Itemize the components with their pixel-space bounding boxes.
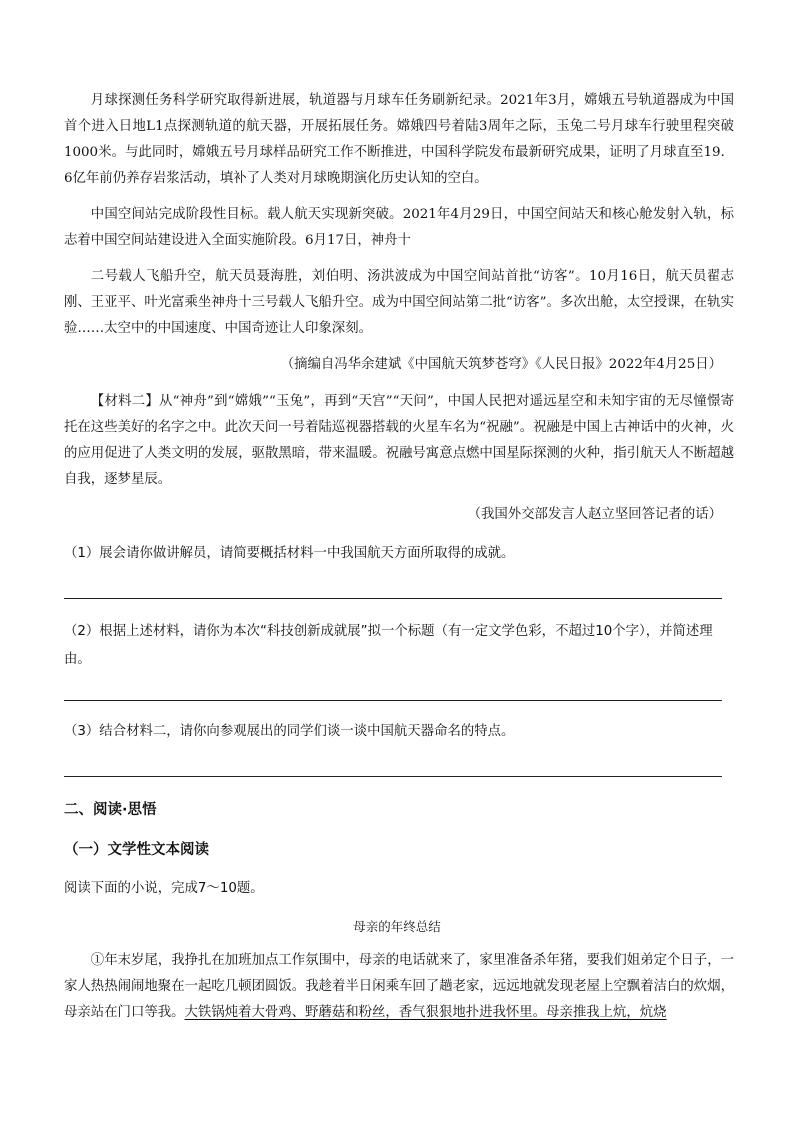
question-3: （3）结合材料二，请你向参观展出的同学们谈一谈中国航天器命名的特点。: [64, 724, 515, 739]
sub-section-heading: （一）文学性文本阅读: [64, 842, 209, 858]
material1-paragraph-3: 二号载人飞船升空，航天员聂海胜，刘伯明、汤洪波成为中国空间站首批“访客”。10月16日，航天员翟志刚、王亚平、叶光富乘坐神舟十三号载人飞船升空。成为中国空间站第二批“访客”。多次出舱，太空授课，在轨实验……太空中的中国速度、中国奇迹让人印象深刻。: [64, 269, 734, 336]
material2-paragraph: 【材料二】从“神舟”到“嫦娥”“玉兔”，再到“天宫”“天问”，中国人民把对遥远星空和未知宇宙的无尽憧憬寄托在这些美好的名字之中。此次天问一号着陆巡视器搭载的火星车名为“祝融”。祝融是中国上古神话中的火神，火的应用促进了人类文明的发展，驱散黑暗，带来温暖。祝融号寓意点燃中国星际探测的火种，指引航天人不断超越自我，逐梦星辰。: [64, 394, 734, 487]
material2-source: （我国外交部发言人赵立坚回答记者的话）: [467, 507, 722, 522]
section-heading: 二、阅读·思悟: [64, 802, 157, 818]
answer-line-1[interactable]: [64, 598, 722, 599]
question-1: （1）展会请你做讲解员，请简要概括材料一中我国航天方面所取得的成就。: [64, 546, 515, 561]
story-underlined-sentence: 大铁锅炖着大骨鸡、野蘑菇和粉丝，香气狠狠地扑进我怀里。母亲推我上炕，炕烧: [184, 1005, 667, 1020]
story-title: 母亲的年终总结: [353, 919, 441, 934]
reading-instruction: 阅读下面的小说，完成7～10题。: [64, 881, 264, 896]
material1-paragraph-1: 月球探测任务科学研究取得新进展，轨道器与月球车任务刷新纪录。2021年3月，嫦娥五号轨道器成为中国首个进入日地L1点探测轨道的航天器，开展拓展任务。嫦娥四号着陆3周年之际，玉兔二号月球车行驶里程突破1000米。与此同时，嫦娥五号月球样品研究工作不断推进，中国科学院发布最新研究成果，证明了月球直至19．6亿年前仍养存岩浆活动，填补了人类对月球晚期演化历史认知的空白。: [64, 93, 734, 186]
answer-line-2[interactable]: [64, 700, 722, 701]
story-paragraph-1-text: ①年末岁尾，我挣扎在加班加点工作氛围中，母亲的电话就来了，家里准备杀年猪，要我们姐弟定个日子，一家人热热闹闹地聚在一起吃几顿团圆饭。我趁着半日闲乘车回了趟老家，远远地就发现老屋上空飘着洁白的炊烟，母亲站在门口等我。: [64, 953, 734, 1020]
story-paragraph-1: [64, 948, 734, 1026]
answer-line-3[interactable]: [64, 776, 722, 777]
material1-paragraph-2: 中国空间站完成阶段性目标。载人航天实现新突破。2021年4月29日，中国空间站天和核心舱发射入轨，标志着中国空间站建设进入全面实施阶段。6月17日，神舟十: [64, 207, 734, 248]
material1-source: （摘编自冯华余建斌《中国航天筑梦苍穹》《人民日报》2022年4月25日）: [280, 357, 722, 372]
question-2: （2）根据上述材料，请你为本次“科技创新成就展”拟一个标题（有一定文学色彩，不超过10个字），并简述理由。: [64, 624, 713, 667]
